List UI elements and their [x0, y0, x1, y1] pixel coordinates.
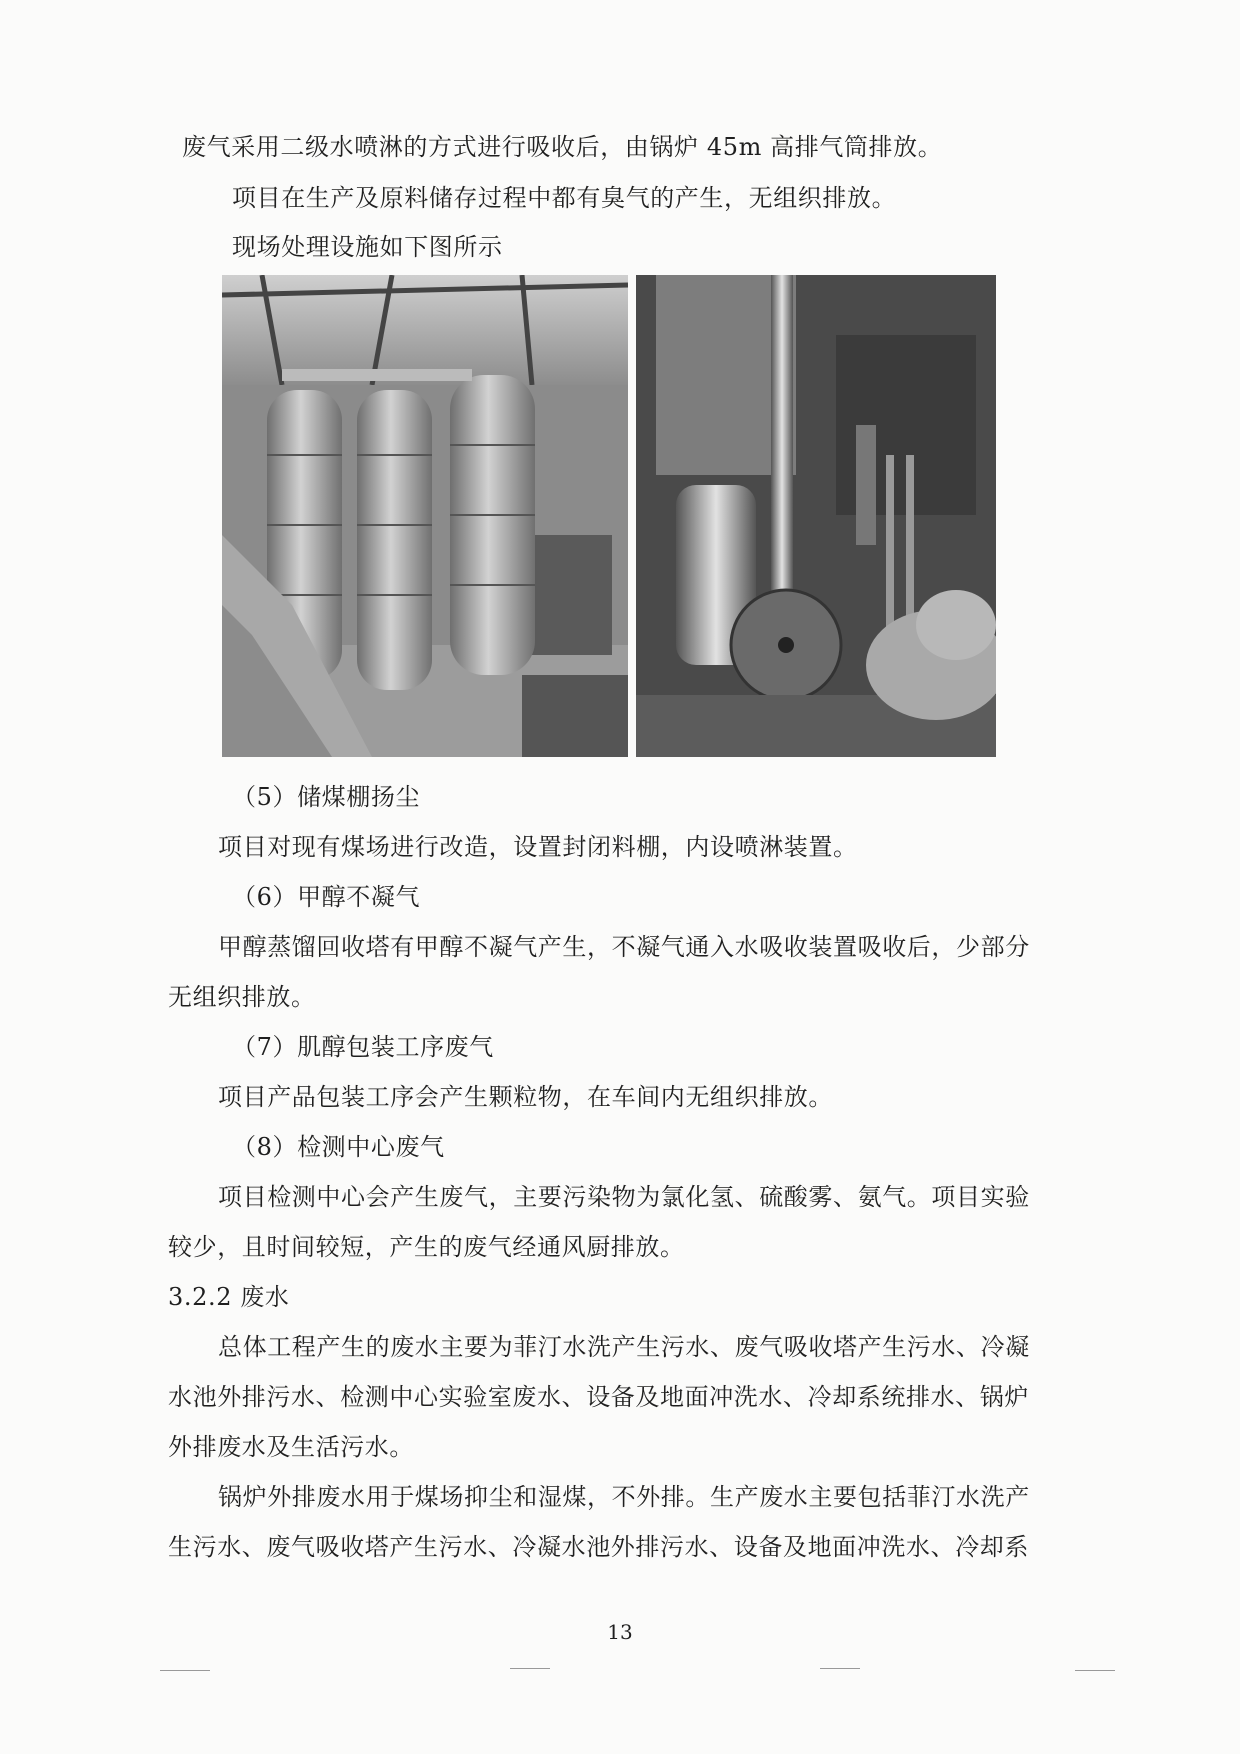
paragraph-line: 外排废水及生活污水。 — [168, 1433, 414, 1461]
scan-artifact-line — [510, 1668, 550, 1669]
page-number: 13 — [607, 1620, 633, 1644]
scan-artifact-line — [160, 1670, 210, 1671]
subsection-heading: 3.2.2 废水 — [168, 1283, 290, 1311]
paragraph-line: 锅炉外排废水用于煤场抑尘和湿煤，不外排。生产废水主要包括菲汀水洗产 — [218, 1483, 1030, 1511]
paragraph-line: 无组织排放。 — [168, 983, 316, 1011]
paragraph-line: 较少，且时间较短，产生的废气经通风厨排放。 — [168, 1233, 685, 1261]
section-heading: （7）肌醇包装工序废气 — [232, 1033, 494, 1061]
paragraph-line: 项目检测中心会产生废气，主要污染物为氯化氢、硫酸雾、氨气。项目实验 — [218, 1183, 1030, 1211]
photo-boiler-room — [636, 275, 996, 757]
section-heading: （5）储煤棚扬尘 — [232, 783, 421, 811]
section-heading: （6）甲醇不凝气 — [232, 883, 421, 911]
absorption-towers-image — [222, 275, 628, 757]
photo-absorption-towers — [222, 275, 628, 757]
section-heading: （8）检测中心废气 — [232, 1133, 445, 1161]
scan-artifact-line — [820, 1668, 860, 1669]
paragraph-line: 项目在生产及原料储存过程中都有臭气的产生，无组织排放。 — [232, 184, 897, 212]
paragraph-line: 水池外排污水、检测中心实验室废水、设备及地面冲洗水、冷却系统排水、锅炉 — [168, 1383, 1029, 1411]
boiler-room-image — [636, 275, 996, 757]
paragraph-line: 生污水、废气吸收塔产生污水、冷凝水池外排污水、设备及地面冲洗水、冷却系 — [168, 1533, 1029, 1561]
paragraph-line: 废气采用二级水喷淋的方式进行吸收后，由锅炉 45m 高排气筒排放。 — [182, 133, 943, 161]
paragraph-line: 项目对现有煤场进行改造，设置封闭料棚，内设喷淋装置。 — [218, 833, 858, 861]
paragraph-line: 总体工程产生的废水主要为菲汀水洗产生污水、废气吸收塔产生污水、冷凝 — [218, 1333, 1030, 1361]
paragraph-line: 现场处理设施如下图所示 — [232, 233, 503, 261]
paragraph-line: 项目产品包装工序会产生颗粒物，在车间内无组织排放。 — [218, 1083, 833, 1111]
paragraph-line: 甲醇蒸馏回收塔有甲醇不凝气产生，不凝气通入水吸收装置吸收后，少部分 — [218, 933, 1030, 961]
scan-artifact-line — [1075, 1670, 1115, 1671]
